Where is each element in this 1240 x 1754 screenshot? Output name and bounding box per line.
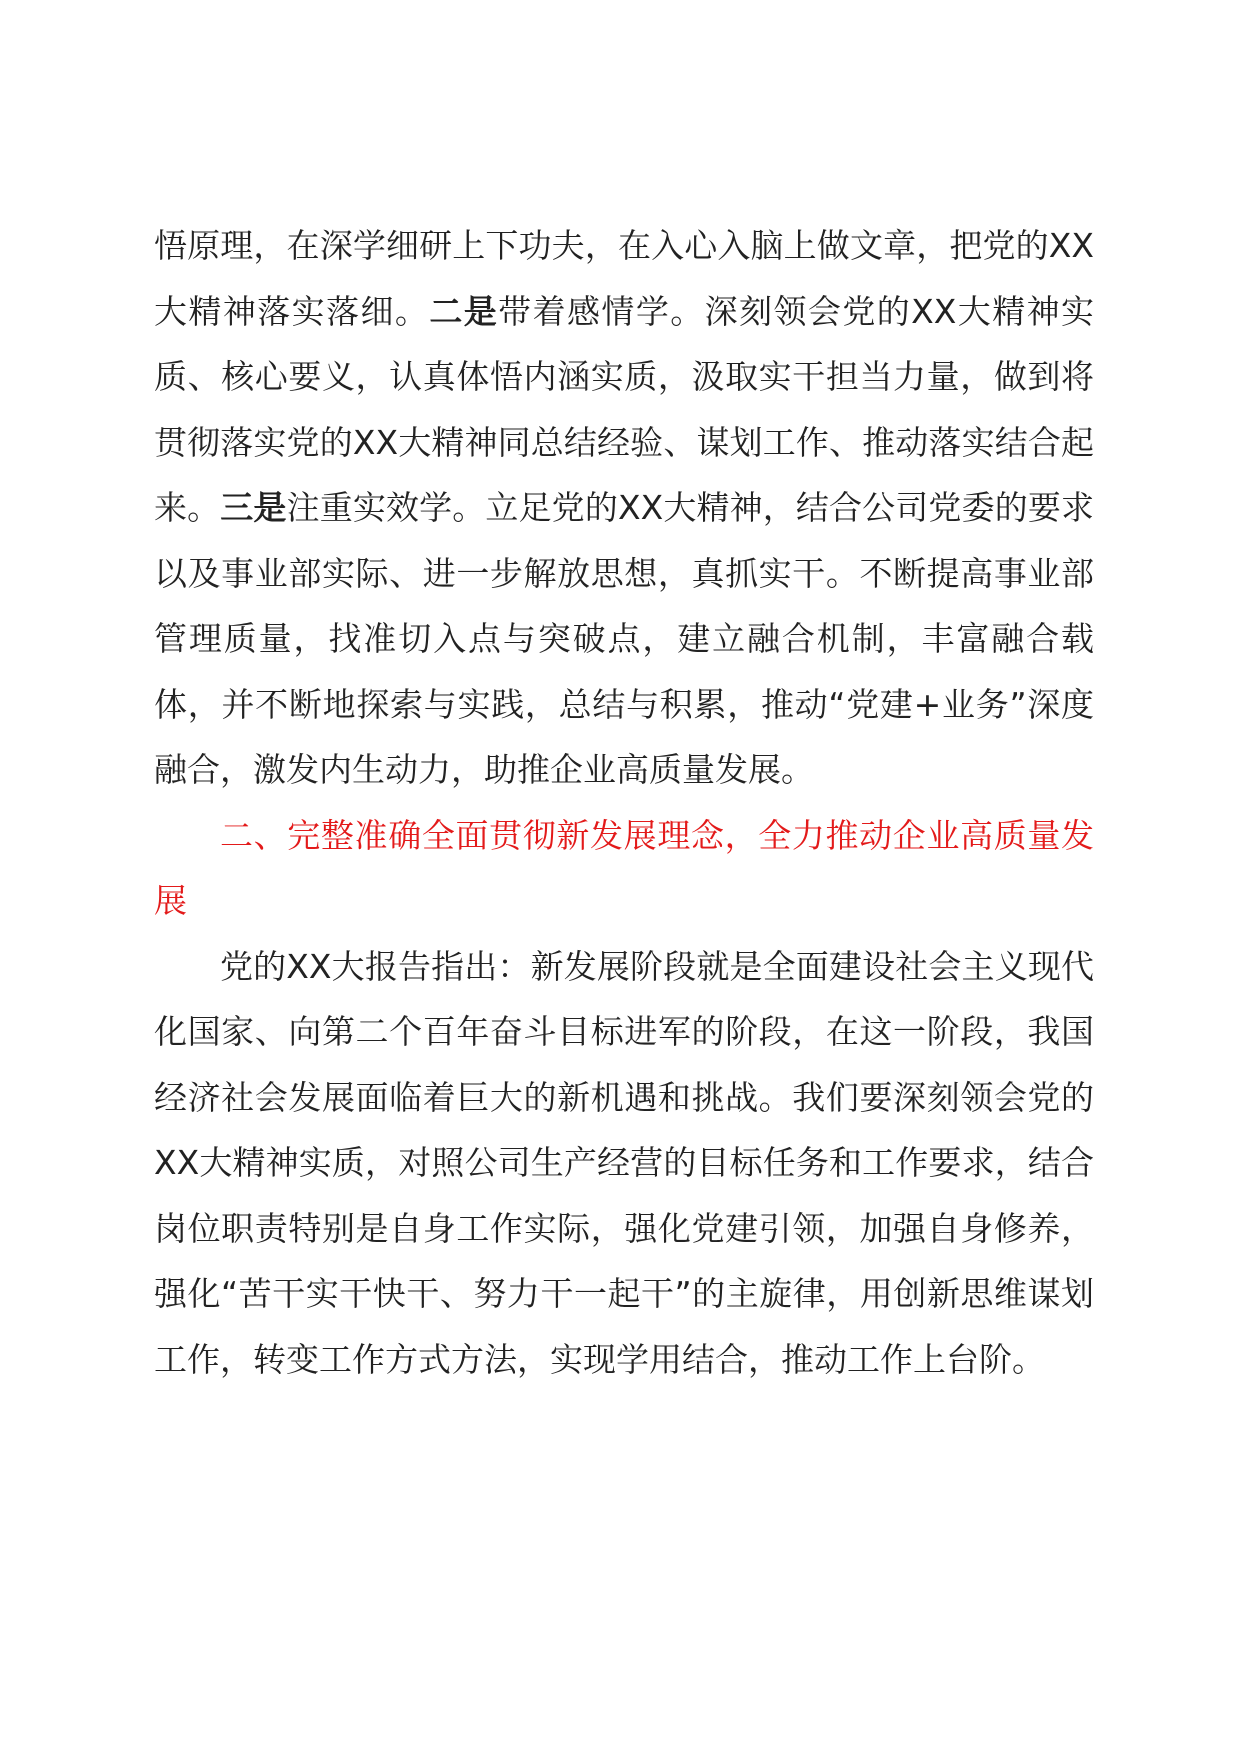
paragraph-text: 带着感情学。深刻领会党的XX大精神实质、核心要义，认真体悟内涵实质，汲取实干担当力量，做到将贯彻落实党的XX大精神同总结经验、谋划工作、推动落实结合起来。: [154, 291, 1095, 527]
bold-marker-three: 三是: [220, 488, 287, 527]
paragraph-text: 悟原理，在深学细研上下功夫，在入心入脑上做文章，把党的XX大精神落实落细。: [154, 226, 1094, 331]
section-heading: 二、完整准确全面贯彻新发展理念，全力推动企业高质量发展: [154, 815, 1094, 920]
bold-marker-two: 二是: [429, 291, 499, 331]
paragraph-body: 党的XX大报告指出：新发展阶段就是全面建设社会主义现代化国家、向第二个百年奋斗目标进军的阶段，在这一阶段，我国经济社会发展面临着巨大的新机遇和挑战。我们要深刻领会党的XX大精神实质，对照公司生产经营的目标任务和工作要求，结合岗位职责特别是自身工作实际，强化党建引领，加强自身修养，强化“苦干实干快干、努力干一起干”的主旋律，用创新思维谋划工作，转变工作方式方法，实现学用结合，推动工作上台阶。: [154, 946, 1094, 1379]
document-body: [154, 213, 1094, 1392]
paragraph-continued: [154, 213, 1094, 803]
paragraph-text: 注重实效学。立足党的XX大精神，结合公司党委的要求以及事业部实际、进一步解放思想，真抓实干。不断提高事业部管理质量，找准切入点与突破点，建立融合机制，丰富融合载体，并不断地探索与实践，总结与积累，推动“党建+业务”深度融合，激发内生动力，助推企业高质量发展。: [154, 488, 1094, 789]
